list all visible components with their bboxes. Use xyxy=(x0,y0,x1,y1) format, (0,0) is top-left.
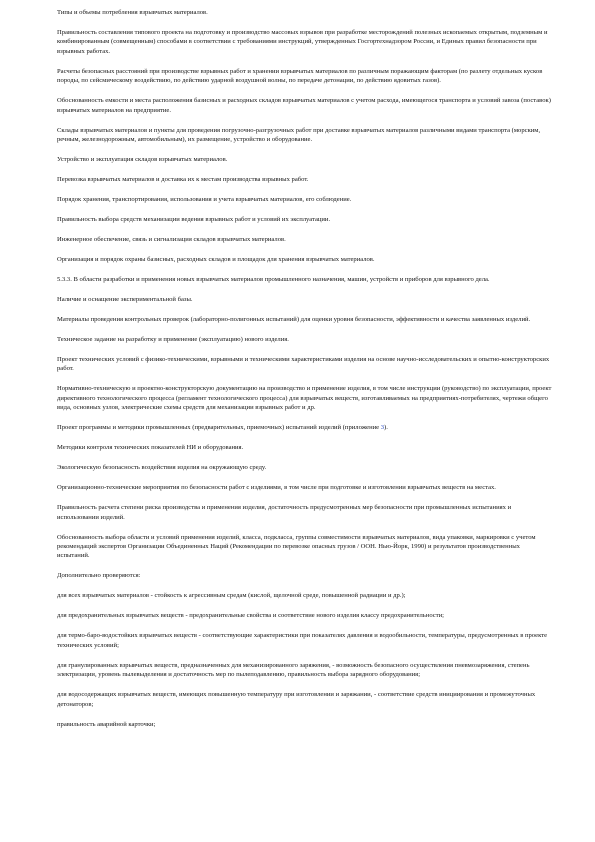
paragraph: Техническое задание на разработку и применение (эксплуатацию) нового изделия. xyxy=(57,336,289,344)
paragraph: Нормативно-техническую и проектно-конструкторскую документацию на производство и применение изделия, в том числе инструкции (руководство) по эксплуатации, проект директивного технологического процесса (регламент технологического процесса) для взрывчатых веществ, изготавливаемых на предприятиях-потребителях, чертежи общего вида, основных узлов, электрические схемы средств для механизации взрывных работ и др. xyxy=(57,385,552,412)
paragraph: для термо-барo-водостойких взрывчатых веществ - соответствующие характеристики при показателях давления и водообильности, температуры, предусмотренных в проекте технических условий; xyxy=(57,632,548,649)
paragraph: Порядок хранения, транспортирования, использования и учета взрывчатых материалов, его соблюдение. xyxy=(57,196,352,204)
paragraph: Типы и объемы потребления взрывчатых материалов. xyxy=(57,9,208,16)
paragraph: Инженерное обеспечение, связь и сигнализация складов взрывчатых материалов. xyxy=(57,236,286,244)
paragraph: Организационно-технические мероприятия по безопасности работ с изделиями, в том числе при подготовке и изготовлении взрывчатых веществ на местах. xyxy=(57,484,496,492)
paragraph: Наличие и оснащение экспериментальной базы. xyxy=(57,296,193,304)
paragraph: Экологическую безопасность воздействия изделия на окружающую среду. xyxy=(57,464,267,472)
paragraph: Дополнительно проверяются: xyxy=(57,572,141,580)
section-heading: 5.3.3. В области разработки и применения новых взрывчатых материалов промышленного назначения, машин, устройств и приборов для взрывного дела. xyxy=(57,276,490,284)
paragraph: для предохранительных взрывчатых веществ - предохранительные свойства и соответствие нового изделия классу предохранительности; xyxy=(57,612,444,620)
paragraph-text: Проект программы и методики промышленных (предварительных, приемочных) испытаний изделий (приложение xyxy=(57,424,381,432)
paragraph: Устройство и эксплуатация складов взрывчатых материалов. xyxy=(57,156,228,164)
paragraph: для гранулированных взрывчатых веществ, предназначенных для механизированного заряжения, - возможность безопасного осуществления пневмозаряжения, степень электризации, уровень пылевыделения и достаточность мер по пылеподавлению, правильность выбора зарядного оборудования; xyxy=(57,661,530,679)
paragraph: для всех взрывчатых материалов - стойкость к агрессивным средам (кислой, щелочной среде, повышенной радиации и др.); xyxy=(57,592,406,600)
paragraph: Склады взрывчатых материалов и пункты для проведения погрузочно-разгрузочных работ при доставке взрывчатых материалов различными видами транспорта (морским, речным, железнодорожным, автомобильным), их размещение, устройство и оборудование. xyxy=(57,126,541,144)
paragraph: Проект технических условий с физико-техническими, взрывными и техническими характеристиками изделия на основе научно-исследовательских и опытно-конструкторских работ. xyxy=(57,356,550,373)
appendix-link[interactable]: 3 xyxy=(380,424,385,432)
paragraph: Перевозка взрывчатых материалов и доставка их к местам производства взрывных работ. xyxy=(57,176,309,184)
paragraph: Организация и порядок охраны базисных, расходных складов и площадок для хранения взрывчатых материалов. xyxy=(57,256,375,264)
paragraph: Методики контроля технических показателей НИ и оборудования. xyxy=(57,444,244,452)
paragraph: для водосодержащих взрывчатых веществ, имеющих повышенную температуру при изготовлении и заряжании, - соответствие средств инициирования и промежуточных детонаторов; xyxy=(57,691,536,708)
paragraph: Правильность составления типового проекта на подготовку и производство массовых взрывов при разработке месторождений полезных ископаемых открытым, подземным и комбинированным (совмещенным) способами в соответствии с требованиями инструкций, утвержденных Госгортехнадзором России, и Единых правил безопасности при взрывных работах. xyxy=(57,29,548,55)
paragraph: Материалы проведения контрольных проверок (лабораторно-полигонных испытаний) для оценки уровня безопасности, эффективности и качества заявленных изделий. xyxy=(57,316,531,324)
paragraph-with-link xyxy=(57,423,554,432)
paragraph: Правильность выбора средств механизации ведения взрывных работ и условий их эксплуатации. xyxy=(57,216,331,224)
paragraph: Расчеты безопасных расстояний при производстве взрывных работ и хранении взрывчатых материалов по различным поражающим факторам (по разлету отдельных кусков породы, по сейсмическому воздействию, по действию ударной воздушной волны, по передаче детонации, по действию ядовитых газов). xyxy=(57,67,543,85)
document-page xyxy=(57,8,554,740)
paragraph: правильность аварийной карточки; xyxy=(57,720,156,728)
paragraph: Обоснованность выбора области и условий применения изделий, класса, подкласса, группы совместимости взрывчатых материалов, вида упаковки, маркировки с учетом рекомендаций экспертов Организации Объединенных Наций (Рекомендации по перевозке опасных грузов / ООН. Нью-Йорк, 1990) и результатов производственных испытаний. xyxy=(57,533,536,560)
paragraph-tail: ). xyxy=(384,424,388,432)
paragraph: Обоснованность емкости и места расположения базисных и расходных складов взрывчатых материалов с учетом расхода, имеющегося транспорта и условий завоза (поставок) взрывчатых материалов на предприятие. xyxy=(57,97,551,114)
paragraph: Правильность расчета степени риска производства и применения изделия, достаточность предусмотренных мер безопасности при промышленных испытаниях и использовании изделий. xyxy=(57,504,512,521)
